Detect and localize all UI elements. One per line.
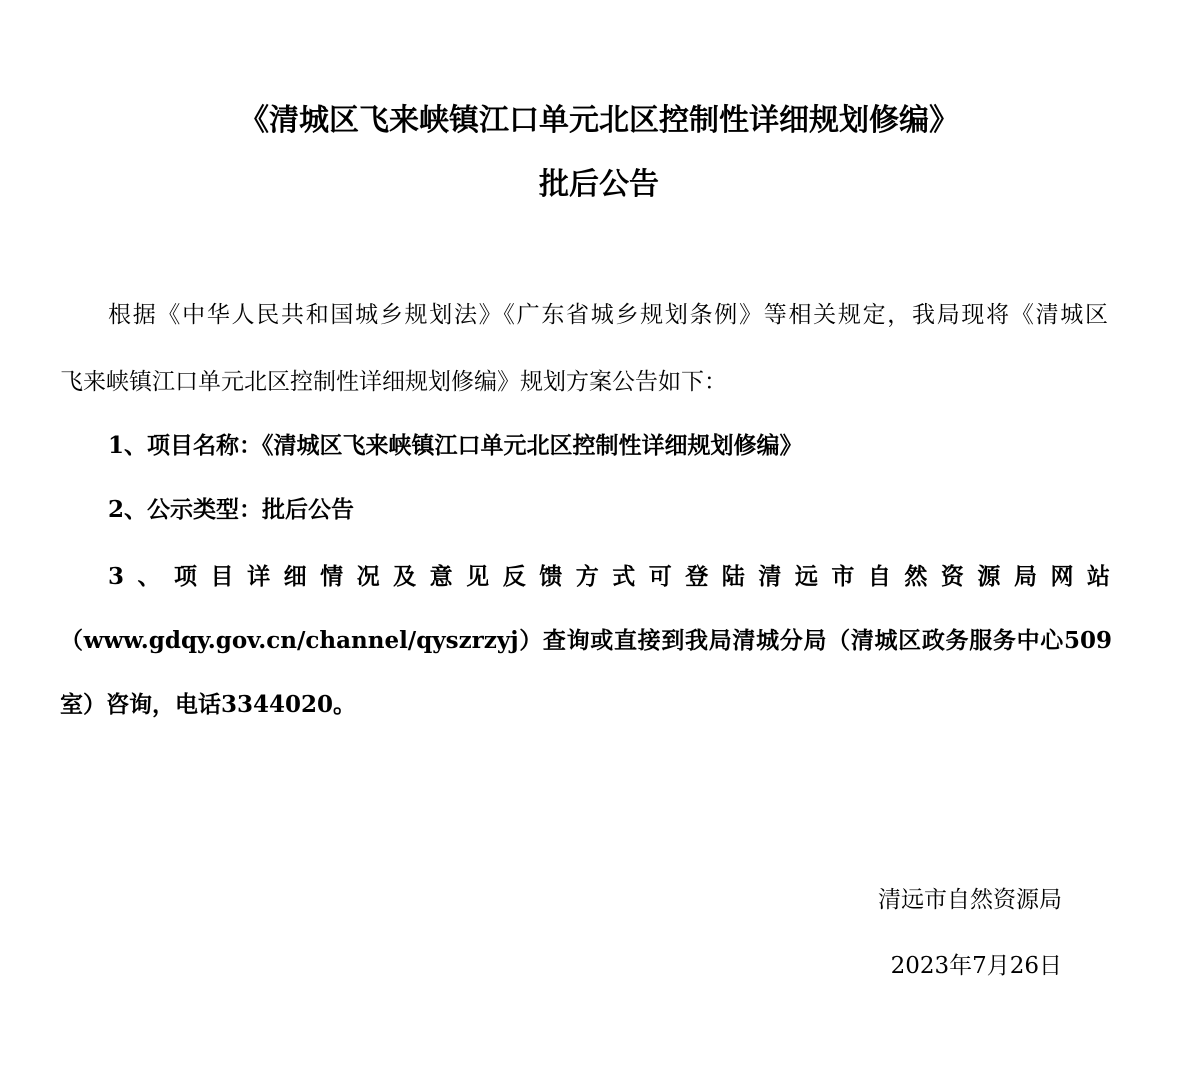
item-project-name: 1、项目名称：《清城区飞来峡镇江口单元北区控制性详细规划修编》 [108,432,803,459]
item-details-line-3: 室）咨询，电话3344020。 [60,691,357,718]
item-announcement-type: 2、公示类型：批后公告 [108,496,355,523]
document-title: 《清城区飞来峡镇江口单元北区控制性详细规划修编》 [239,103,959,138]
item-details-line-2: （www.gdqy.gov.cn/channel/qyszrzyj）查询或直接到我局清城分局（清城区政务服务中心509 [60,627,1112,654]
document-subtitle: 批后公告 [539,167,659,202]
signature-date: 2023年7月26日 [890,953,1062,979]
intro-paragraph-line-2: 飞来峡镇江口单元北区控制性详细规划修编》规划方案公告如下： [60,369,727,395]
signature-organization: 清远市自然资源局 [878,887,1062,913]
item-details-line-1: 3、项目详细情况及意见反馈方式可登陆清远市自然资源局网站 [108,563,1110,590]
intro-paragraph-line-1: 根据《中华人民共和国城乡规划法》《广东省城乡规划条例》等相关规定，我局现将《清城区 [108,302,1108,328]
